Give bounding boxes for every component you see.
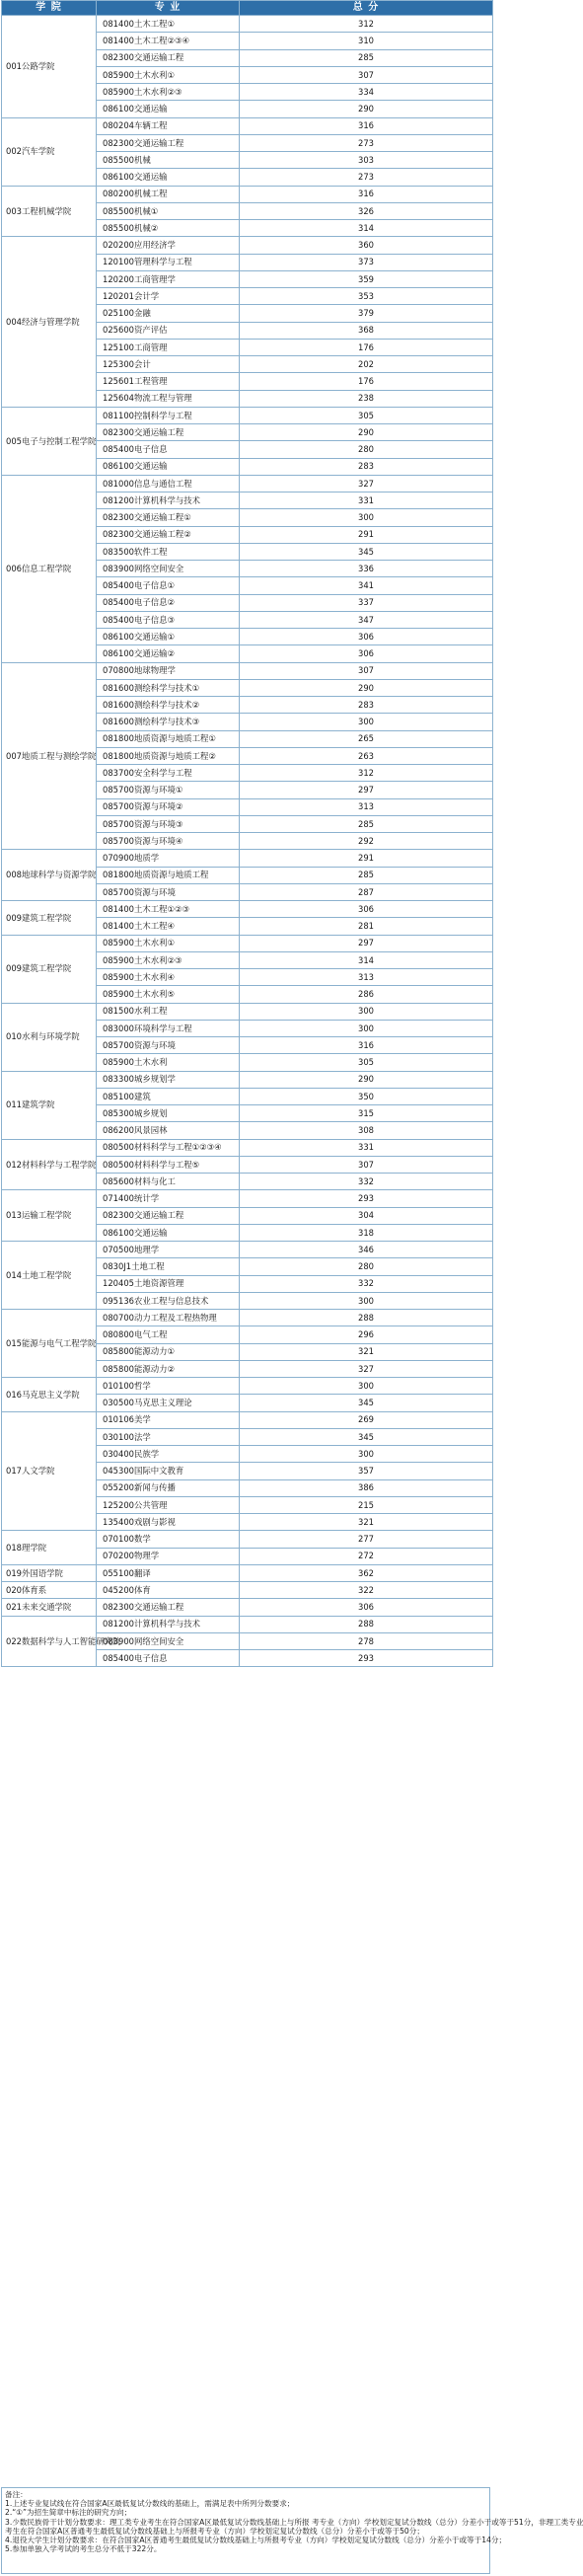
score-cell: 315 bbox=[240, 1105, 493, 1122]
note-line: 3.少数民族骨干计划分数要求：理工类专业考生在符合国家A区最低复试分数线基础上与所报 考专业（方向）学校划定复试分数线（总分）分差小于或等于51分，非理工类专业 bbox=[5, 2517, 583, 2527]
score-cell: 288 bbox=[240, 1310, 493, 1326]
score-cell: 334 bbox=[240, 84, 493, 101]
note-line: 考生在符合国家A区普通考生最低复试分数线基础上与所报考专业（方向）学校划定复试分数线（总分）分差小于或等于50分； bbox=[5, 2526, 424, 2536]
major-cell: 085900土木水利④ bbox=[97, 969, 240, 986]
major-cell: 120100管理科学与工程 bbox=[97, 254, 240, 270]
score-cell: 307 bbox=[240, 66, 493, 83]
major-cell: 085600材料与化工 bbox=[97, 1174, 240, 1190]
score-cell: 265 bbox=[240, 730, 493, 747]
table-row bbox=[2, 16, 493, 33]
notes-title: 备注： bbox=[5, 2490, 28, 2499]
major-cell: 082300交通运输工程② bbox=[97, 526, 240, 543]
college-cell: 009建筑工程学院 bbox=[2, 935, 97, 1003]
table-row bbox=[2, 850, 493, 867]
major-cell: 080500材料科学与工程⑤ bbox=[97, 1156, 240, 1173]
table-row bbox=[2, 1616, 493, 1632]
score-cell: 290 bbox=[240, 1071, 493, 1088]
college-cell: 014土地工程学院 bbox=[2, 1242, 97, 1310]
score-cell: 345 bbox=[240, 543, 493, 560]
major-cell: 080204车辆工程 bbox=[97, 117, 240, 134]
score-cell: 285 bbox=[240, 49, 493, 66]
major-cell: 086100交通运输② bbox=[97, 645, 240, 662]
major-cell: 085700资源与环境④ bbox=[97, 833, 240, 850]
score-cell: 345 bbox=[240, 1395, 493, 1411]
score-cell: 310 bbox=[240, 33, 493, 49]
score-cell: 321 bbox=[240, 1343, 493, 1360]
major-cell: 086200风景园林 bbox=[97, 1122, 240, 1139]
table-row bbox=[2, 1582, 493, 1599]
score-cell: 307 bbox=[240, 1156, 493, 1173]
score-cell: 313 bbox=[240, 798, 493, 815]
major-cell: 086100交通运输 bbox=[97, 101, 240, 117]
major-cell: 055200新闻与传播 bbox=[97, 1479, 240, 1496]
major-cell: 083300城乡规划学 bbox=[97, 1071, 240, 1088]
score-cell: 292 bbox=[240, 833, 493, 850]
major-cell: 020200应用经济学 bbox=[97, 237, 240, 254]
major-cell: 125300会计 bbox=[97, 356, 240, 373]
score-cell: 303 bbox=[240, 152, 493, 169]
major-cell: 085900土木水利① bbox=[97, 935, 240, 951]
major-cell: 0830J1土地工程 bbox=[97, 1258, 240, 1275]
score-cell: 306 bbox=[240, 1599, 493, 1616]
major-cell: 085700资源与环境 bbox=[97, 1037, 240, 1054]
score-cell: 290 bbox=[240, 424, 493, 441]
major-cell: 085400电子信息③ bbox=[97, 611, 240, 628]
score-cell: 312 bbox=[240, 765, 493, 782]
major-cell: 080500材料科学与工程①②③④ bbox=[97, 1139, 240, 1156]
college-cell: 003工程机械学院 bbox=[2, 186, 97, 237]
table-row bbox=[2, 662, 493, 679]
score-cell: 345 bbox=[240, 1428, 493, 1445]
score-table bbox=[1, 0, 493, 1667]
major-cell: 070900地质学 bbox=[97, 850, 240, 867]
score-cell: 215 bbox=[240, 1496, 493, 1513]
table-row bbox=[2, 237, 493, 254]
score-cell: 332 bbox=[240, 1275, 493, 1292]
major-cell: 085100建筑 bbox=[97, 1088, 240, 1104]
college-cell: 020体育系 bbox=[2, 1582, 97, 1599]
score-cell: 314 bbox=[240, 951, 493, 968]
major-cell: 082300交通运输工程 bbox=[97, 1207, 240, 1224]
major-cell: 083900网络空间安全 bbox=[97, 561, 240, 577]
major-cell: 081400土木工程④ bbox=[97, 918, 240, 935]
score-cell: 312 bbox=[240, 16, 493, 33]
table-body bbox=[2, 16, 493, 1667]
table-row bbox=[2, 475, 493, 492]
major-cell: 080700动力工程及工程热物理 bbox=[97, 1310, 240, 1326]
major-cell: 083500软件工程 bbox=[97, 543, 240, 560]
major-cell: 085700资源与环境① bbox=[97, 782, 240, 798]
score-cell: 297 bbox=[240, 782, 493, 798]
score-cell: 373 bbox=[240, 254, 493, 270]
score-cell: 291 bbox=[240, 526, 493, 543]
major-cell: 085400电子信息 bbox=[97, 441, 240, 458]
score-cell: 316 bbox=[240, 117, 493, 134]
notes-section bbox=[1, 2487, 583, 2574]
college-cell: 017人文学院 bbox=[2, 1411, 97, 1531]
table-row bbox=[2, 1411, 493, 1428]
major-cell: 070500地理学 bbox=[97, 1242, 240, 1258]
score-cell: 360 bbox=[240, 237, 493, 254]
major-cell: 085900土木水利 bbox=[97, 1054, 240, 1071]
score-cell: 305 bbox=[240, 1054, 493, 1071]
major-cell: 083700安全科学与工程 bbox=[97, 765, 240, 782]
major-cell: 081400土木工程①②③ bbox=[97, 901, 240, 918]
score-cell: 283 bbox=[240, 697, 493, 714]
major-cell: 085900土木水利⑤ bbox=[97, 986, 240, 1003]
score-cell: 306 bbox=[240, 645, 493, 662]
score-cell: 280 bbox=[240, 1258, 493, 1275]
college-cell: 005电子与控制工程学院 bbox=[2, 407, 97, 475]
score-cell: 300 bbox=[240, 1003, 493, 1020]
table-row bbox=[2, 1242, 493, 1258]
major-cell: 125200公共管理 bbox=[97, 1496, 240, 1513]
score-cell: 347 bbox=[240, 611, 493, 628]
score-cell: 307 bbox=[240, 662, 493, 679]
major-cell: 086100交通运输 bbox=[97, 458, 240, 475]
major-cell: 085700资源与环境② bbox=[97, 798, 240, 815]
score-cell: 306 bbox=[240, 901, 493, 918]
table-row bbox=[2, 186, 493, 202]
major-cell: 082300交通运输工程 bbox=[97, 1599, 240, 1616]
major-cell: 081800地质资源与地质工程① bbox=[97, 730, 240, 747]
score-cell: 273 bbox=[240, 169, 493, 186]
major-cell: 081100控制科学与工程 bbox=[97, 407, 240, 423]
table-row bbox=[2, 1564, 493, 1581]
score-cell: 332 bbox=[240, 1174, 493, 1190]
major-cell: 082300交通运输工程 bbox=[97, 134, 240, 151]
major-cell: 095136农业工程与信息技术 bbox=[97, 1292, 240, 1309]
score-cell: 202 bbox=[240, 356, 493, 373]
score-cell: 359 bbox=[240, 270, 493, 287]
college-cell: 006信息工程学院 bbox=[2, 475, 97, 662]
major-cell: 080200机械工程 bbox=[97, 186, 240, 202]
score-cell: 291 bbox=[240, 850, 493, 867]
score-cell: 281 bbox=[240, 918, 493, 935]
table-row bbox=[2, 1599, 493, 1616]
college-cell: 007地质工程与测绘学院 bbox=[2, 662, 97, 850]
score-cell: 238 bbox=[240, 390, 493, 407]
note-line: 2.“①”为招生简章中标注的研究方向； bbox=[5, 2508, 132, 2518]
table-row bbox=[2, 407, 493, 423]
major-cell: 085400电子信息① bbox=[97, 577, 240, 594]
major-cell: 081400土木工程②③④ bbox=[97, 33, 240, 49]
major-cell: 086100交通运输 bbox=[97, 1224, 240, 1241]
college-cell: 019外国语学院 bbox=[2, 1564, 97, 1581]
major-cell: 030100法学 bbox=[97, 1428, 240, 1445]
major-cell: 030400民族学 bbox=[97, 1446, 240, 1463]
major-cell: 086100交通运输 bbox=[97, 169, 240, 186]
score-cell: 305 bbox=[240, 407, 493, 423]
score-cell: 272 bbox=[240, 1548, 493, 1564]
major-cell: 085700资源与环境③ bbox=[97, 815, 240, 832]
college-cell: 013运输工程学院 bbox=[2, 1190, 97, 1242]
score-cell: 300 bbox=[240, 714, 493, 730]
table-row bbox=[2, 935, 493, 951]
major-cell: 055100翻译 bbox=[97, 1564, 240, 1581]
major-cell: 135400戏剧与影视 bbox=[97, 1514, 240, 1531]
major-cell: 081000信息与通信工程 bbox=[97, 475, 240, 492]
score-cell: 285 bbox=[240, 815, 493, 832]
score-cell: 313 bbox=[240, 969, 493, 986]
major-cell: 085900土木水利②③ bbox=[97, 84, 240, 101]
score-cell: 297 bbox=[240, 935, 493, 951]
score-cell: 278 bbox=[240, 1632, 493, 1649]
major-cell: 085900土木水利① bbox=[97, 66, 240, 83]
score-cell: 300 bbox=[240, 1378, 493, 1395]
college-cell: 021未来交通学院 bbox=[2, 1599, 97, 1616]
score-cell: 346 bbox=[240, 1242, 493, 1258]
score-cell: 300 bbox=[240, 1292, 493, 1309]
table-row bbox=[2, 901, 493, 918]
score-cell: 176 bbox=[240, 373, 493, 390]
table-row bbox=[2, 1071, 493, 1088]
score-cell: 316 bbox=[240, 1037, 493, 1054]
score-cell: 288 bbox=[240, 1616, 493, 1632]
header-college: 学 院 bbox=[2, 1, 97, 16]
major-cell: 082300交通运输工程 bbox=[97, 424, 240, 441]
major-cell: 070800地球物理学 bbox=[97, 662, 240, 679]
score-cell: 327 bbox=[240, 475, 493, 492]
score-cell: 277 bbox=[240, 1531, 493, 1548]
major-cell: 081400土木工程① bbox=[97, 16, 240, 33]
score-cell: 293 bbox=[240, 1190, 493, 1207]
note-line: 1.上述专业复试线在符合国家A区最低复试分数线的基础上，需满足表中所列分数要求； bbox=[5, 2499, 295, 2509]
major-cell: 071400统计学 bbox=[97, 1190, 240, 1207]
table-row bbox=[2, 1378, 493, 1395]
major-cell: 045200体育 bbox=[97, 1582, 240, 1599]
header-score: 总 分 bbox=[240, 1, 493, 16]
major-cell: 085500机械② bbox=[97, 220, 240, 237]
major-cell: 086100交通运输① bbox=[97, 629, 240, 645]
score-cell: 331 bbox=[240, 492, 493, 509]
college-cell: 008地球科学与资源学院 bbox=[2, 850, 97, 901]
table-row bbox=[2, 117, 493, 134]
table-header-row bbox=[2, 1, 493, 16]
college-cell: 022数据科学与人工智能研究院 bbox=[2, 1616, 97, 1667]
table-row bbox=[2, 1003, 493, 1020]
major-cell: 070100数学 bbox=[97, 1531, 240, 1548]
college-cell: 010水利与环境学院 bbox=[2, 1003, 97, 1071]
major-cell: 085300城乡规划 bbox=[97, 1105, 240, 1122]
score-cell: 341 bbox=[240, 577, 493, 594]
score-cell: 314 bbox=[240, 220, 493, 237]
college-cell: 012材料科学与工程学院 bbox=[2, 1139, 97, 1190]
major-cell: 125601工程管理 bbox=[97, 373, 240, 390]
major-cell: 025600资产评估 bbox=[97, 322, 240, 339]
major-cell: 125100工商管理 bbox=[97, 339, 240, 355]
major-cell: 085700资源与环境 bbox=[97, 883, 240, 900]
major-cell: 030500马克思主义理论 bbox=[97, 1395, 240, 1411]
major-cell: 085400电子信息② bbox=[97, 594, 240, 611]
score-cell: 318 bbox=[240, 1224, 493, 1241]
major-cell: 080800电气工程 bbox=[97, 1326, 240, 1343]
score-cell: 176 bbox=[240, 339, 493, 355]
major-cell: 081200计算机科学与技术 bbox=[97, 492, 240, 509]
major-cell: 082300交通运输工程① bbox=[97, 509, 240, 526]
score-cell: 304 bbox=[240, 1207, 493, 1224]
major-cell: 081200计算机科学与技术 bbox=[97, 1616, 240, 1632]
score-cell: 263 bbox=[240, 747, 493, 764]
score-cell: 368 bbox=[240, 322, 493, 339]
major-cell: 025100金融 bbox=[97, 305, 240, 322]
major-cell: 085900土木水利②③ bbox=[97, 951, 240, 968]
college-cell: 002汽车学院 bbox=[2, 117, 97, 186]
major-cell: 083000环境科学与工程 bbox=[97, 1020, 240, 1036]
score-cell: 285 bbox=[240, 867, 493, 883]
score-cell: 273 bbox=[240, 134, 493, 151]
score-cell: 350 bbox=[240, 1088, 493, 1104]
major-cell: 081600测绘科学与技术③ bbox=[97, 714, 240, 730]
major-cell: 085800能源动力② bbox=[97, 1360, 240, 1377]
score-cell: 379 bbox=[240, 305, 493, 322]
major-cell: 081500水利工程 bbox=[97, 1003, 240, 1020]
score-cell: 293 bbox=[240, 1650, 493, 1667]
header-major: 专 业 bbox=[97, 1, 240, 16]
score-cell: 296 bbox=[240, 1326, 493, 1343]
score-cell: 300 bbox=[240, 509, 493, 526]
score-cell: 336 bbox=[240, 561, 493, 577]
score-cell: 308 bbox=[240, 1122, 493, 1139]
note-line: 5.参加单独入学考试的考生总分不低于322分。 bbox=[5, 2544, 162, 2554]
score-cell: 357 bbox=[240, 1463, 493, 1479]
score-cell: 280 bbox=[240, 441, 493, 458]
score-cell: 290 bbox=[240, 679, 493, 696]
major-cell: 120200工商管理学 bbox=[97, 270, 240, 287]
major-cell: 085500机械 bbox=[97, 152, 240, 169]
major-cell: 070200物理学 bbox=[97, 1548, 240, 1564]
score-cell: 326 bbox=[240, 202, 493, 219]
college-cell: 001公路学院 bbox=[2, 16, 97, 118]
score-cell: 300 bbox=[240, 1020, 493, 1036]
score-cell: 283 bbox=[240, 458, 493, 475]
major-cell: 010106美学 bbox=[97, 1411, 240, 1428]
table-row bbox=[2, 1190, 493, 1207]
college-cell: 016马克思主义学院 bbox=[2, 1378, 97, 1412]
major-cell: 085400电子信息 bbox=[97, 1650, 240, 1667]
table-row bbox=[2, 1139, 493, 1156]
score-cell: 362 bbox=[240, 1564, 493, 1581]
college-cell: 004经济与管理学院 bbox=[2, 237, 97, 408]
table-row bbox=[2, 1310, 493, 1326]
major-cell: 081600测绘科学与技术① bbox=[97, 679, 240, 696]
score-cell: 337 bbox=[240, 594, 493, 611]
score-cell: 353 bbox=[240, 288, 493, 305]
score-cell: 322 bbox=[240, 1582, 493, 1599]
score-cell: 287 bbox=[240, 883, 493, 900]
major-cell: 081800地质资源与地质工程② bbox=[97, 747, 240, 764]
major-cell: 081600测绘科学与技术② bbox=[97, 697, 240, 714]
score-cell: 269 bbox=[240, 1411, 493, 1428]
college-cell: 011建筑学院 bbox=[2, 1071, 97, 1139]
score-cell: 306 bbox=[240, 629, 493, 645]
college-cell: 015能源与电气工程学院 bbox=[2, 1310, 97, 1378]
score-cell: 321 bbox=[240, 1514, 493, 1531]
major-cell: 010100哲学 bbox=[97, 1378, 240, 1395]
major-cell: 083900网络空间安全 bbox=[97, 1632, 240, 1649]
major-cell: 045300国际中文教育 bbox=[97, 1463, 240, 1479]
note-line: 4.退役大学生计划分数要求：在符合国家A区普通考生最低复试分数线基础上与所报考专业（方向）学校划定复试分数线（总分）分差小于或等于14分； bbox=[5, 2536, 507, 2545]
score-cell: 300 bbox=[240, 1446, 493, 1463]
college-cell: 018理学院 bbox=[2, 1531, 97, 1565]
score-cell: 290 bbox=[240, 101, 493, 117]
major-cell: 082300交通运输工程 bbox=[97, 49, 240, 66]
score-cell: 327 bbox=[240, 1360, 493, 1377]
college-cell: 009建筑工程学院 bbox=[2, 901, 97, 936]
major-cell: 085800能源动力① bbox=[97, 1343, 240, 1360]
score-cell: 386 bbox=[240, 1479, 493, 1496]
major-cell: 120201会计学 bbox=[97, 288, 240, 305]
table-row bbox=[2, 1531, 493, 1548]
score-cell: 316 bbox=[240, 186, 493, 202]
score-cell: 286 bbox=[240, 986, 493, 1003]
score-cell: 331 bbox=[240, 1139, 493, 1156]
major-cell: 125604物流工程与管理 bbox=[97, 390, 240, 407]
major-cell: 085500机械① bbox=[97, 202, 240, 219]
major-cell: 081800地质资源与地质工程 bbox=[97, 867, 240, 883]
major-cell: 120405土地资源管理 bbox=[97, 1275, 240, 1292]
